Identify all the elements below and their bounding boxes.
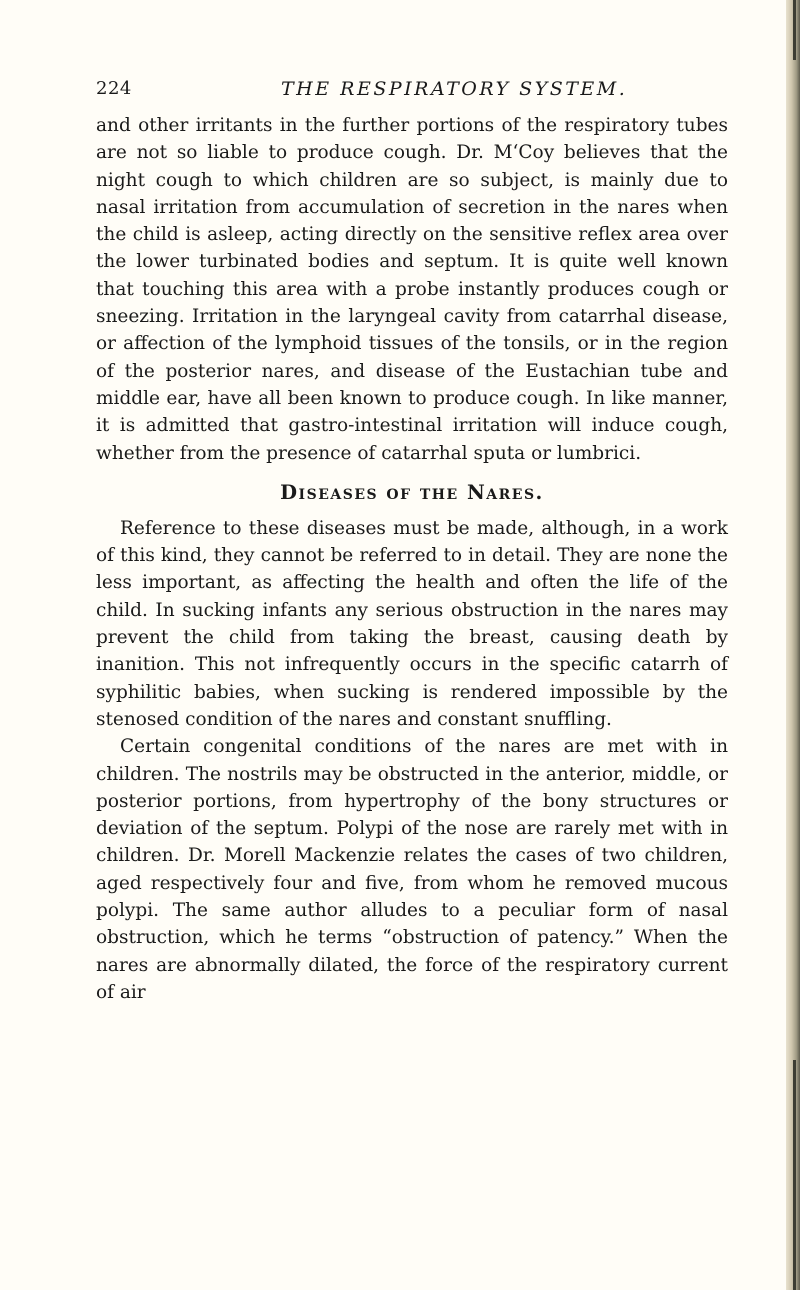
page-header [96, 78, 756, 104]
binding-mark [793, 0, 796, 60]
page-number: 224 [96, 78, 132, 99]
paragraph-cough-causes: and other irritants in the further portions of the respiratory tubes are not so liable to produce cough. Dr. M‘Coy believes that the night cough to which children are so subject, is mainly due to nasal irritation from accumulation of secretion in the nares when the child is asleep, acting directly on the sensitive reflex area over the lower turbinated bodies and septum. It is quite well known that touching this area with a probe instantly produces cough or sneezing. Irritation in the laryngeal cavity from catarrhal disease, or affection of the lymphoid tissues of the tonsils, or in the region of the posterior nares, and disease of the Eustachian tube and middle ear, have all been known to produce cough. In like manner, it is admitted that gastro-intestinal irritation will induce cough, whether from the presence of catarrhal sputa or lumbrici. [96, 115, 728, 464]
paragraph-nares-diseases: Reference to these diseases must be made, although, in a work of this kind, they cannot be referred to in detail. They are none the less important, as affecting the health and often the life of the child. In sucking infants any serious obstruction in the nares may prevent the child from taking the breast, causing death by inanition. This not infrequently occurs in the specific catarrh of syphilitic babies, when sucking is rendered impossible by the stenosed condition of the nares and constant snuffling. [96, 517, 728, 730]
running-title: THE RESPIRATORY SYSTEM. [281, 78, 628, 100]
page-edge-shadow [786, 0, 800, 1290]
section-heading: Diseases of the Nares. [280, 480, 544, 504]
body-text [96, 112, 728, 1006]
paragraph-congenital-conditions: Certain congenital conditions of the nares are met with in children. The nostrils may be obstructed in the anterior, middle, or posterior portions, from hypertrophy of the bony structures or deviation of the septum. Polypi of the nose are rarely met with in children. Dr. Morell Mackenzie relates the cases of two children, aged respectively four and five, from whom he removed mucous polypi. The same author alludes to a peculiar form of nasal obstruction, which he terms “obstruction of patency.” When the nares are abnormally dilated, the force of the respiratory current of air [96, 736, 728, 1003]
binding-mark [793, 1060, 796, 1290]
